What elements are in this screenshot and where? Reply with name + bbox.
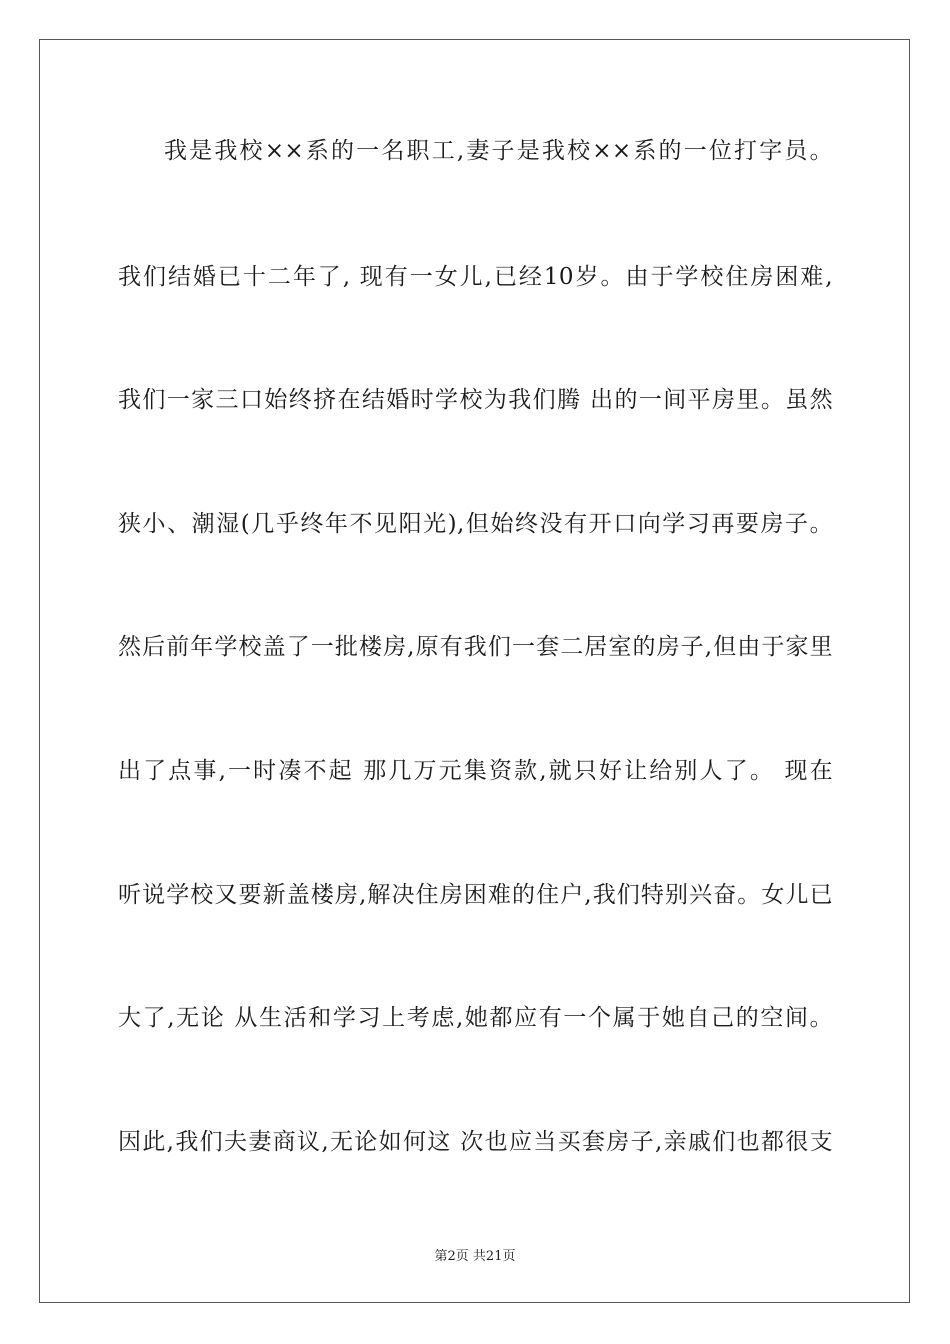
body-text-line: 大了,无论 从生活和学习上考虑,她都应有一个属于她自己的空间。	[118, 1005, 833, 1031]
body-text-line: 狭小、潮湿(几乎终年不见阳光),但始终没有开口向学习再要房子。	[118, 511, 833, 537]
body-text-line: 我们一家三口始终挤在结婚时学校为我们腾 出的一间平房里。虽然	[118, 387, 833, 413]
body-text-line: 听说学校又要新盖楼房,解决住房困难的住户,我们特别兴奋。女儿已	[118, 882, 833, 908]
body-text-line: 我是我校××系的一名职工,妻子是我校××系的一位打字员。	[164, 138, 833, 164]
body-text-line: 因此,我们夫妻商议,无论如何这 次也应当买套房子,亲戚们也都很支	[118, 1129, 833, 1155]
body-text-line: 然后前年学校盖了一批楼房,原有我们一套二居室的房子,但由于家里	[118, 634, 833, 660]
body-text-line: 我们结婚已十二年了, 现有一女儿,已经10岁。由于学校住房困难,	[118, 264, 833, 290]
page-border	[39, 39, 910, 1303]
page-number-footer: 第2页 共21页	[434, 1249, 516, 1264]
body-text-line: 出了点事,一时凑不起 那几万元集资款,就只好让给别人了。 现在	[118, 758, 833, 784]
